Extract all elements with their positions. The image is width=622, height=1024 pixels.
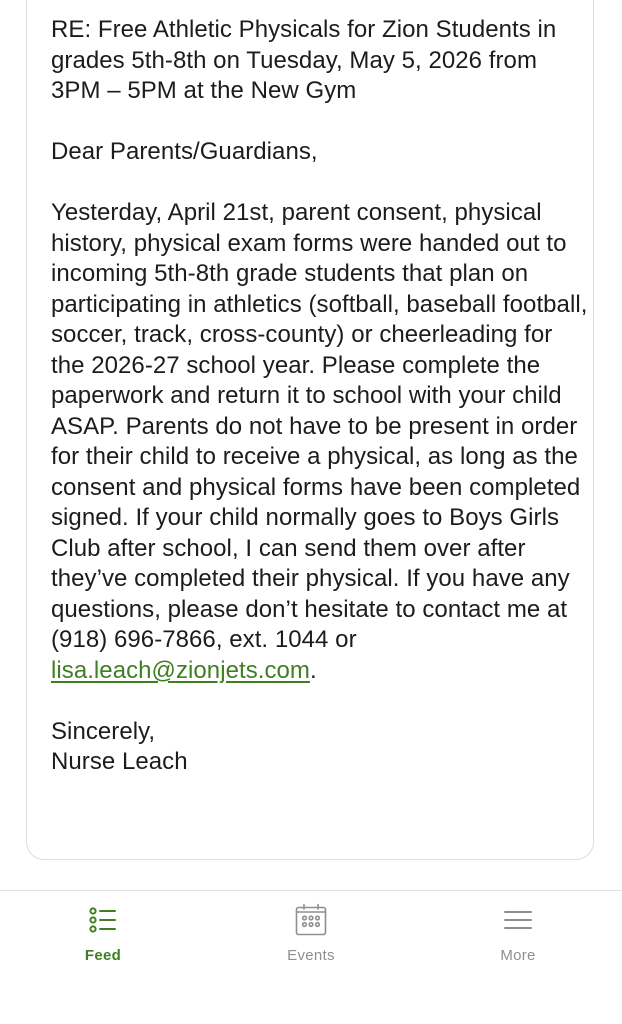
- post-signature: Nurse Leach: [51, 748, 188, 775]
- calendar-icon: [294, 903, 328, 937]
- feed-list-icon: [86, 903, 120, 937]
- tab-more[interactable]: [458, 903, 578, 973]
- post-closing: Sincerely,: [51, 717, 156, 745]
- post-signoff: [51, 717, 591, 778]
- hamburger-menu-icon: [501, 903, 535, 937]
- post-body-end: .: [309, 656, 317, 684]
- email-link[interactable]: lisa.leach@zionjets.com: [51, 656, 310, 684]
- post-paragraph: [51, 198, 591, 686]
- post-subject: RE: Free Athletic Physicals for Zion Students in grades 5th-8th on Tuesday, May 5, 2026 from 3PM – 5PM at the New Gym: [51, 16, 557, 104]
- tab-events[interactable]: [251, 903, 371, 973]
- tab-events-label: Events: [287, 947, 335, 964]
- post-body-text: Yesterday, April 21st, parent consent, physical history, physical exam forms were handed out to incoming 5th-8th grade students that plan on participating in athletics (softball, baseball football, soccer, track, cross-county) or cheerleading for the 2026-27 school year. Please complete the paperwork and return it to school with your child ASAP. Parents do not have to be present in order for their child to receive a physical, as long as the consent and physical forms have been completed signed. If your child normally goes to Boys Girls Club after school, I can send them over after they’ve completed their physical. If you have any questions, please don’t hesitate to contact me at (918) 696-7866, ext. 1044 or: [51, 199, 588, 653]
- tab-feed[interactable]: [43, 903, 163, 973]
- tab-more-label: More: [500, 947, 536, 964]
- bottom-tab-bar: [0, 890, 622, 1024]
- tab-feed-label: Feed: [84, 947, 122, 964]
- post-body: [51, 15, 591, 778]
- post-greeting: Dear Parents/Guardians,: [51, 138, 318, 165]
